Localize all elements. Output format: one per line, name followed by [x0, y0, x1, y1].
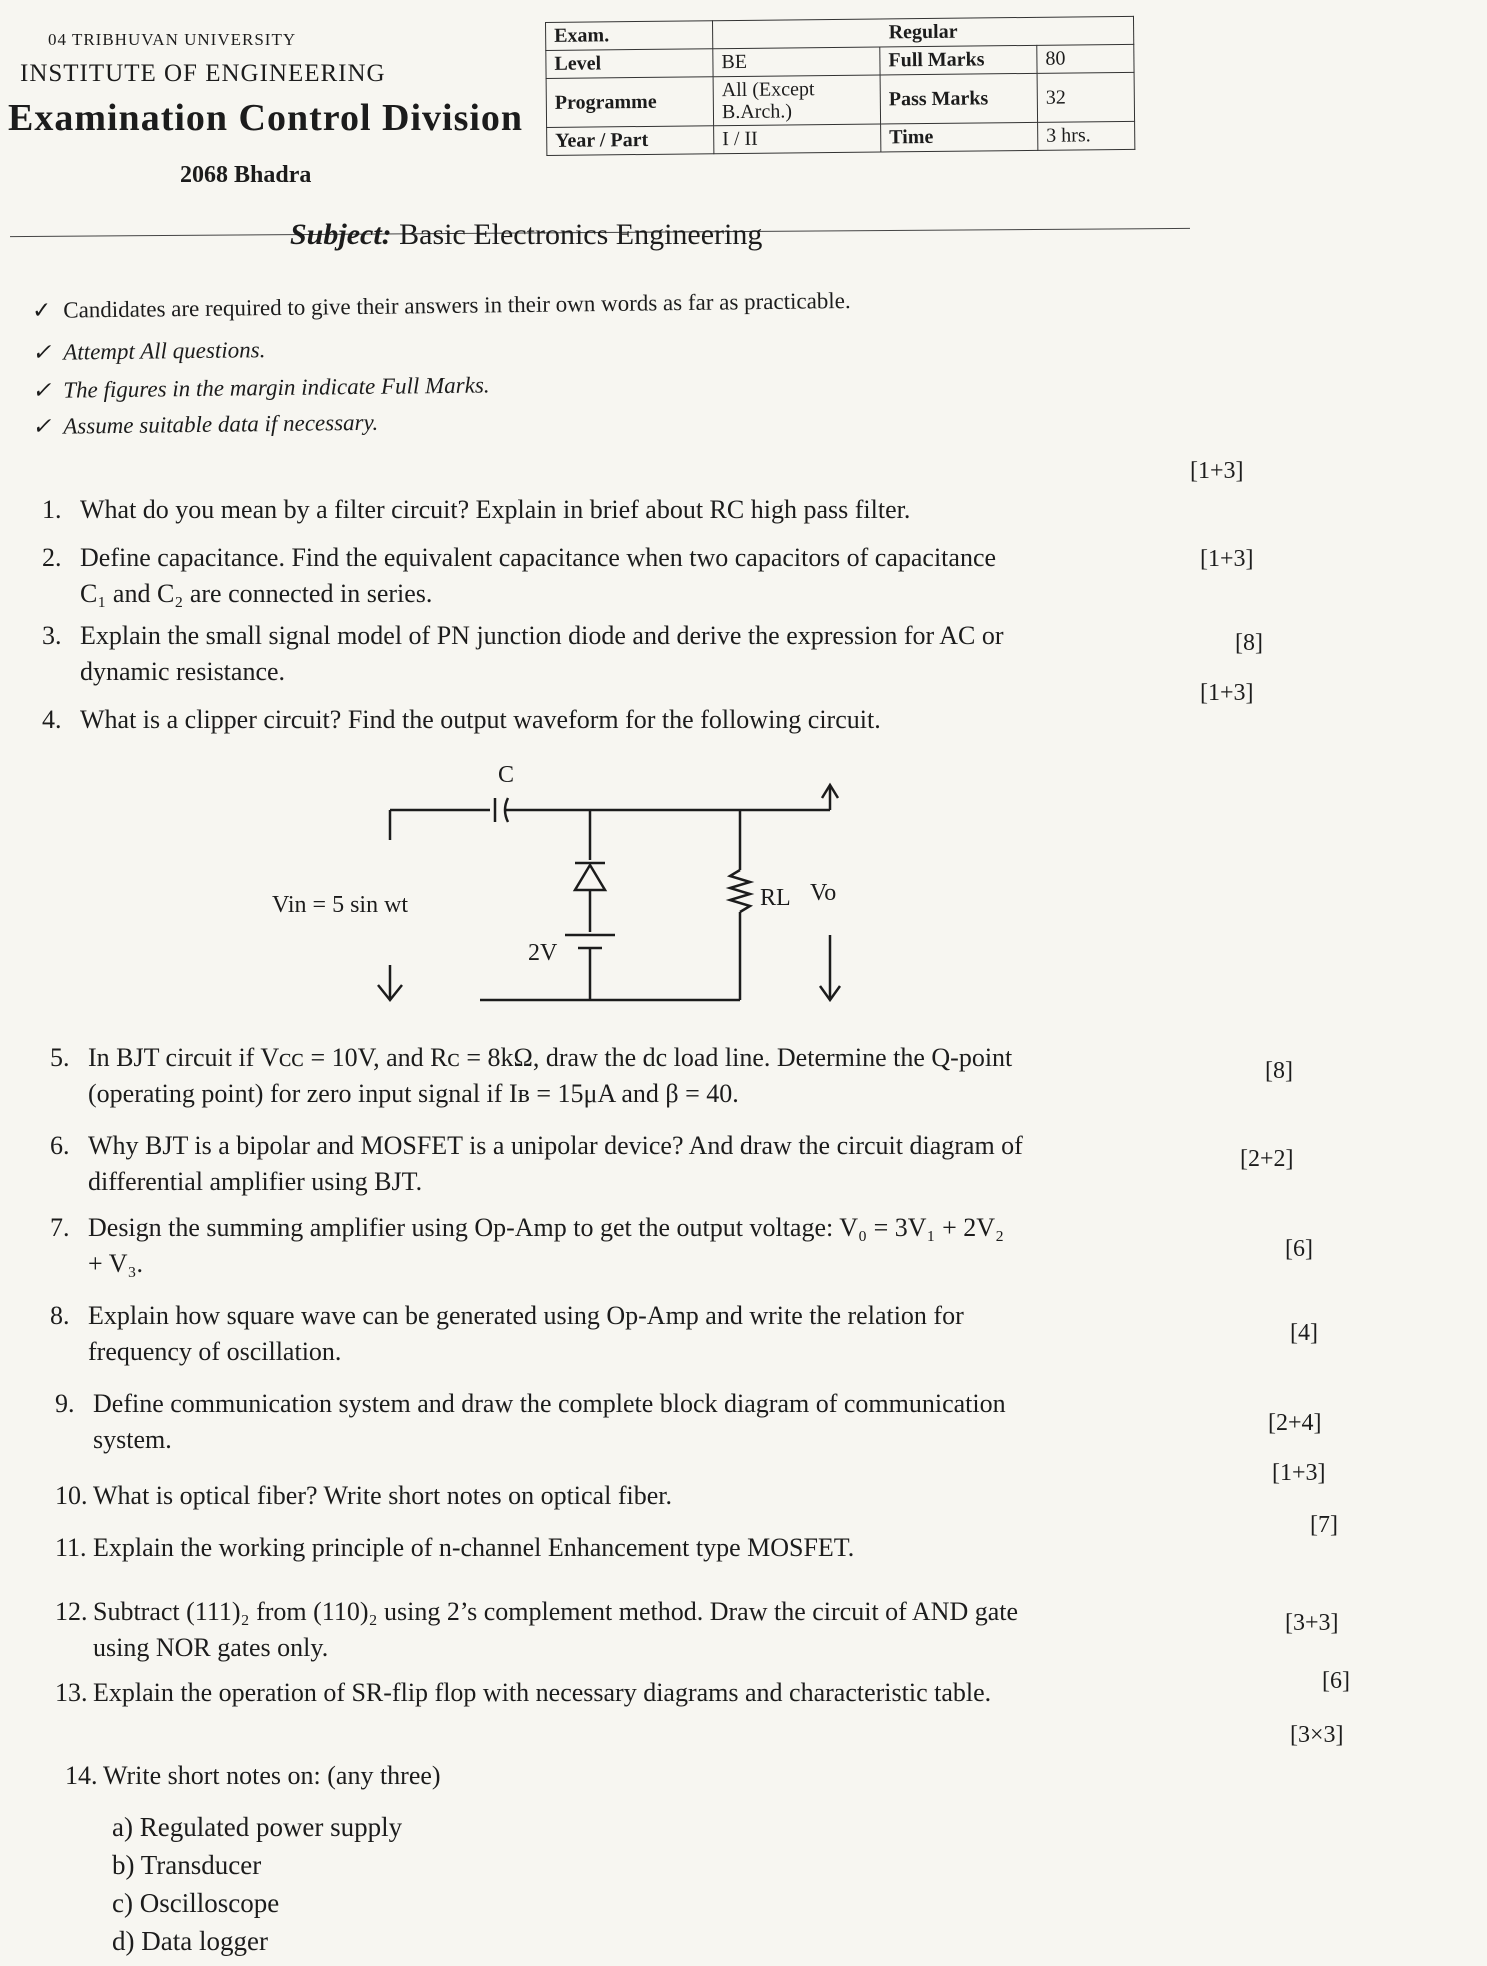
marks-3: [8] — [1235, 630, 1263, 656]
check-icon: ✓ — [31, 297, 52, 323]
question-1: 1. What do you mean by a filter circuit? Explain in brief about RC high pass filter. — [42, 495, 911, 524]
marks-11: [7] — [1310, 1512, 1338, 1538]
diode-symbol — [575, 865, 605, 890]
marks-1: [1+3] — [1190, 458, 1244, 484]
division-name: Examination Control Division — [8, 97, 524, 139]
clipper-circuit-diagram — [250, 760, 900, 1020]
resistor-zigzag — [730, 870, 750, 912]
marks-2: [1+3] — [1200, 546, 1254, 572]
marks-12: [3+3] — [1285, 1610, 1339, 1636]
question-6: 6. Why BJT is a bipolar and MOSFET is a unipolar device? And draw the circuit diagram of differential amplifier using BJT. — [50, 1131, 1023, 1196]
marks-5: [8] — [1265, 1058, 1293, 1084]
marks-10: [1+3] — [1272, 1460, 1326, 1486]
question-8: 8. Explain how square wave can be generated using Op-Amp and write the relation for frequency of oscillation. — [50, 1301, 964, 1366]
year-part-value: I / II — [714, 124, 881, 154]
subject-name: Basic Electronics Engineering — [399, 218, 763, 251]
marks-9: [2+4] — [1268, 1410, 1322, 1436]
exam-date: 2068 Bhadra — [180, 162, 312, 188]
time-value: 3 hrs. — [1038, 121, 1135, 150]
question-11: 11. Explain the working principle of n-channel Enhancement type MOSFET. — [55, 1533, 855, 1562]
instruction-4: ✓ Assume suitable data if necessary. — [31, 409, 379, 439]
pass-marks-label: Pass Marks — [880, 73, 1038, 124]
question-10: 10. What is optical fiber? Write short notes on optical fiber. — [55, 1481, 672, 1510]
marks-4: [1+3] — [1200, 680, 1254, 706]
capacitor-label: C — [498, 762, 515, 788]
question-3: 3. Explain the small signal model of PN junction diode and derive the expression for AC or dynamic resistance. — [42, 621, 1004, 686]
question-5: 5. In BJT circuit if Vᴄᴄ = 10V, and Rᴄ = 8kΩ, draw the dc load line. Determine the Q-point (operating point) for zero input signal if Iʙ = 15μA and β = 40. — [50, 1043, 1013, 1108]
institute-name: INSTITUTE OF ENGINEERING — [20, 60, 386, 87]
subject-label: Subject: — [290, 218, 392, 251]
level-label: Level — [546, 49, 713, 79]
university-name: 04 TRIBHUVAN UNIVERSITY — [48, 30, 297, 49]
instruction-3: ✓ The figures in the margin indicate Full Marks. — [31, 372, 490, 403]
full-marks-value: 80 — [1037, 44, 1134, 73]
marks-6: [2+2] — [1240, 1146, 1294, 1172]
rl-label: RL — [760, 885, 791, 911]
sub-item-c: c) Oscilloscope — [112, 1888, 280, 1918]
check-icon: ✓ — [31, 377, 52, 403]
sub-item-b: b) Transducer — [112, 1850, 262, 1880]
sub-item-a: a) Regulated power supply — [112, 1812, 403, 1842]
instruction-2: ✓ Attempt All questions. — [31, 337, 266, 365]
programme-value: All (Except B.Arch.) — [713, 75, 881, 126]
question-4: 4. What is a clipper circuit? Find the output waveform for the following circuit. — [42, 705, 881, 734]
marks-14: [3×3] — [1290, 1722, 1344, 1748]
check-icon: ✓ — [31, 339, 52, 365]
vin-label: Vin = 5 sin wt — [272, 892, 409, 918]
marks-8: [4] — [1290, 1320, 1318, 1346]
battery-label: 2V — [528, 940, 558, 966]
sub-item-d: d) Data logger — [112, 1926, 268, 1956]
question-13: 13. Explain the operation of SR-flip flop with necessary diagrams and characteristic table. — [55, 1678, 992, 1707]
vo-label: Vo — [810, 880, 837, 906]
question-12: 12. Subtract (111)₂ from (110)₂ using 2’s complement method. Draw the circuit of AND gate using NOR gates only. — [55, 1597, 1019, 1662]
marks-13: [6] — [1322, 1668, 1350, 1694]
marks-7: [6] — [1285, 1236, 1313, 1262]
year-part-label: Year / Part — [547, 126, 714, 156]
instruction-1: ✓ Candidates are required to give their answers in their own words as far as practicable. — [31, 287, 851, 323]
exam-value: Regular — [712, 16, 1133, 48]
exam-info-table — [545, 16, 1135, 156]
question-7: 7. Design the summing amplifier using Op-Amp to get the output voltage: V₀ = 3V₁ + 2V₂ + V₃. — [50, 1213, 1005, 1278]
full-marks-label: Full Marks — [880, 45, 1037, 75]
check-icon: ✓ — [31, 413, 52, 439]
question-14: 14. Write short notes on: (any three) — [65, 1761, 441, 1790]
time-label: Time — [881, 122, 1038, 152]
subject-line — [290, 218, 762, 252]
pass-marks-value: 32 — [1037, 72, 1135, 122]
exam-label: Exam. — [546, 21, 713, 51]
question-9: 9. Define communication system and draw the complete block diagram of communication system. — [55, 1389, 1006, 1454]
level-value: BE — [713, 47, 880, 77]
question-2: 2. Define capacitance. Find the equivalent capacitance when two capacitors of capacitance C₁ and C₂ are connected in series. — [42, 543, 997, 608]
programme-label: Programme — [546, 77, 714, 128]
